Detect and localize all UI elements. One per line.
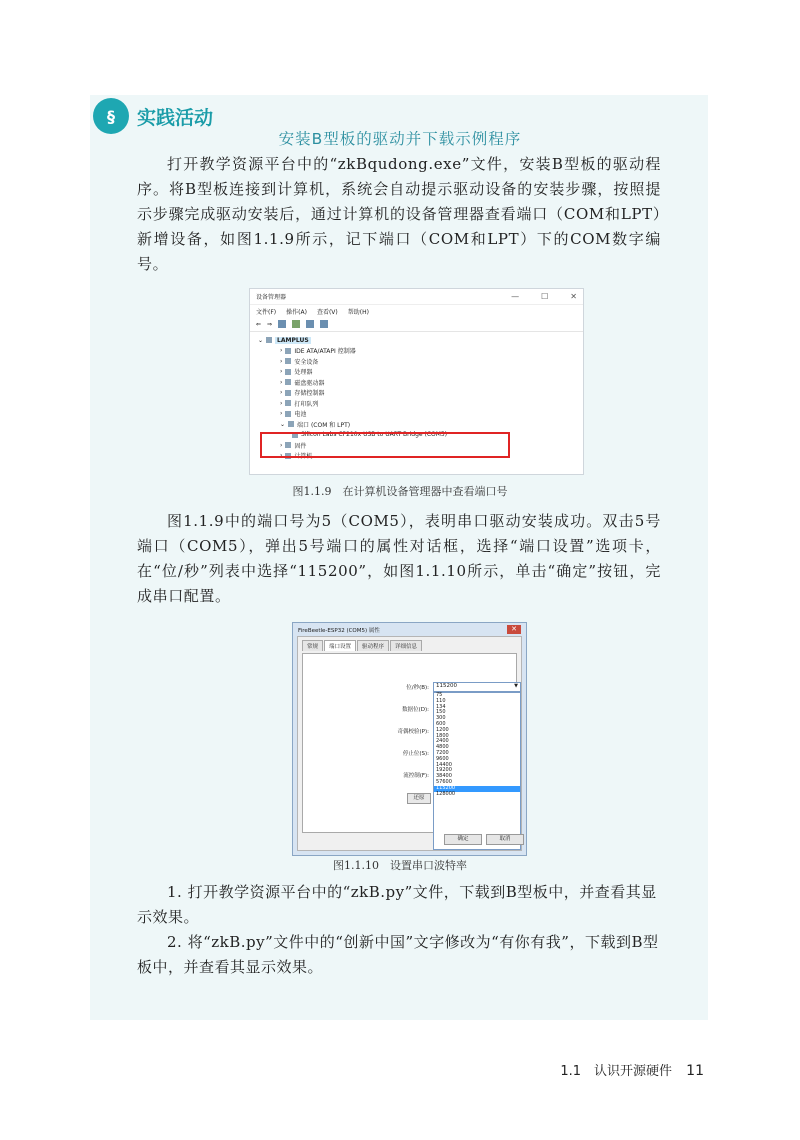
restore-defaults-button: 还原 — [407, 793, 431, 804]
device-icon — [285, 358, 291, 364]
section-title: 安装B型板的驱动并下载示例程序 — [278, 130, 522, 148]
baud-option: 150 — [436, 709, 446, 716]
help-icon — [292, 320, 300, 328]
dialog-body — [297, 636, 522, 851]
baud-option: 75 — [436, 692, 443, 698]
figure-caption-1: 图1.1.9 在计算机设备管理器中查看端口号 — [292, 485, 508, 498]
menu-action: 操作(A) — [286, 308, 307, 316]
paragraph-1: 打开教学资源平台中的“zkBqudong.exe”文件，安装B型板的驱动程序。将B型板连接到计算机，系统会自动提示驱动设备的安装步骤，按照提示步骤完成驱动安装后，通过计算机的设备管理器查看端口（COM和LPT）新增设备，如图1.1.9所示，记下端口（COM和LPT）下的COM数字编号。 — [137, 155, 661, 273]
tree-item: › 电池 — [280, 410, 307, 419]
baud-option: 7200 — [436, 749, 449, 756]
paragraph-2: 图1.1.9中的端口号为5（COM5），表明串口驱动安装成功。双击5号端口（COM5），弹出5号端口的属性对话框，选择“端口设置”选项卡，在“位/秒”列表中选择“115200”，如图1.1.10所示，单击“确定”按钮，完成串口配置。 — [137, 512, 661, 605]
close-icon: ✕ — [570, 292, 577, 301]
baud-option: 38400 — [436, 773, 452, 780]
page-footer — [560, 1060, 704, 1079]
device-icon — [285, 411, 291, 417]
back-icon: ⇐ — [256, 320, 262, 328]
toolbar — [250, 317, 583, 332]
stop-bits-label: 停止位(S): — [402, 751, 429, 757]
baud-option: 134 — [436, 703, 446, 710]
baud-dropdown-list — [433, 692, 521, 850]
tree-item: › 处理器 — [280, 368, 313, 377]
properties-icon — [278, 320, 286, 328]
tree-item-port-device: Silicon Labs CP210x USB to UART Bridge (COM5) — [258, 430, 583, 441]
baud-option-selected: 115200 — [434, 786, 520, 792]
tree-item: › IDE ATA/ATAPI 控制器 — [280, 347, 356, 356]
task-1: 1. 打开教学资源平台中的“zkB.py”文件，下载到B型板中，并查看其显示效果。 — [137, 883, 657, 926]
device-icon — [285, 369, 291, 375]
scan-icon — [306, 320, 314, 328]
dialog-titlebar — [293, 623, 526, 636]
task-2: 2. 将“zkB.py”文件中的“创新中国”文字修改为“有你有我”，下载到B型板中，并查看其显示效果。 — [137, 933, 659, 976]
chevron-down-icon: ▼ — [514, 683, 518, 689]
page-number: 11 — [686, 1063, 704, 1079]
baud-option: 1800 — [436, 732, 449, 739]
cancel-button: 取消 — [486, 834, 524, 845]
menu-help: 帮助(H) — [347, 308, 369, 316]
activity-icon: § — [93, 98, 129, 134]
tree-item: › 安全设备 — [280, 357, 319, 366]
baud-option: 300 — [436, 715, 446, 722]
device-manager-screenshot — [249, 288, 584, 475]
activity-title: 实践活动 — [137, 106, 214, 129]
baud-selected-value: 115200 — [436, 683, 457, 689]
forward-icon: ⇒ — [267, 320, 273, 328]
tree-item-ports: ⌄ 端口 (COM 和 LPT) — [280, 420, 351, 429]
port-properties-screenshot — [292, 622, 527, 856]
baud-option: 9600 — [436, 755, 449, 762]
device-icon — [285, 400, 291, 406]
tree-item: › 打印队列 — [280, 399, 319, 408]
collapse-icon: ⌄ — [258, 336, 264, 344]
flow-control-label: 流控制(F): — [403, 773, 429, 779]
baud-label: 位/秒(B): — [406, 685, 429, 691]
figure-caption-2: 图1.1.10 设置串口波特率 — [333, 859, 467, 872]
tree-item: › 存储控制器 — [280, 389, 325, 398]
device-icon — [285, 379, 291, 385]
parity-label: 奇偶校验(P): — [397, 729, 429, 735]
maximize-icon: ☐ — [541, 292, 549, 301]
computer-icon — [266, 337, 272, 343]
tab-general: 常规 — [302, 640, 323, 651]
baud-option: 128000 — [436, 790, 456, 797]
menu-bar — [250, 305, 583, 317]
display-icon — [320, 320, 328, 328]
tab-port-settings: 端口设置 — [324, 640, 356, 651]
baud-option: 110 — [436, 697, 446, 704]
baud-option: 14400 — [436, 761, 452, 768]
tree-item: › 磁盘驱动器 — [280, 378, 325, 387]
window-titlebar — [250, 289, 583, 305]
dialog-tabs — [298, 637, 521, 651]
baud-option: 4800 — [436, 744, 449, 751]
baud-option: 2400 — [436, 738, 449, 745]
data-bits-label: 数据位(D): — [402, 707, 429, 713]
menu-view: 查看(V) — [316, 308, 338, 316]
device-icon — [285, 348, 291, 354]
baud-option: 1200 — [436, 726, 449, 733]
ok-button: 确定 — [444, 834, 482, 845]
footer-section: 1.1 认识开源硬件 — [560, 1064, 673, 1079]
tree-item: › 计算机 — [280, 452, 313, 461]
dialog-title: FireBeetle-ESP32 (COM5) 属性 — [298, 627, 380, 634]
minimize-icon: — — [511, 292, 520, 301]
close-icon: ✕ — [507, 625, 521, 634]
tab-driver: 驱动程序 — [357, 640, 389, 651]
tree-root-label: LAMPLUS — [277, 336, 309, 344]
baud-option: 600 — [436, 720, 446, 727]
baud-option: 19200 — [436, 767, 452, 774]
baud-option: 57600 — [436, 778, 452, 785]
menu-file: 文件(F) — [256, 308, 277, 316]
tree-item: › 固件 — [280, 441, 307, 450]
window-title: 设备管理器 — [256, 294, 287, 301]
tree-root-row — [258, 335, 583, 346]
tab-details: 详细信息 — [390, 640, 422, 651]
highlight-box — [260, 432, 510, 458]
port-icon — [288, 421, 294, 427]
device-icon — [285, 390, 291, 396]
baud-select — [433, 682, 521, 692]
port-settings-page — [302, 653, 517, 833]
